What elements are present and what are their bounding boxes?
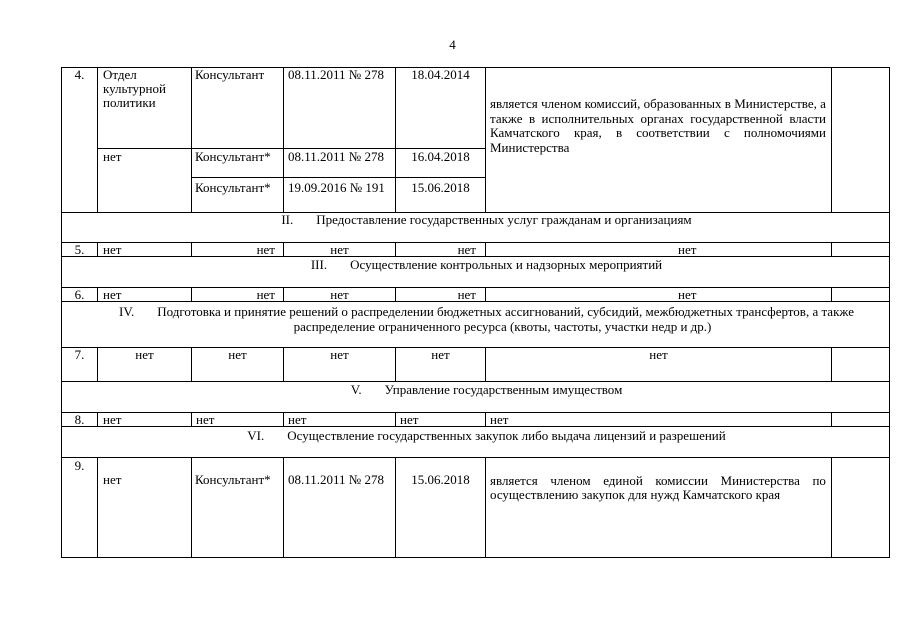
row-number: 6.: [62, 288, 98, 302]
section-header: [62, 302, 890, 348]
duties-cell: нет: [486, 243, 832, 257]
order-cell: нет: [284, 348, 396, 382]
position-cell: нет: [192, 288, 284, 302]
position-cell: нет: [192, 348, 284, 382]
date-cell: нет: [396, 288, 486, 302]
table-row-7: [62, 348, 890, 382]
positions-table: [61, 67, 890, 558]
page-number: 4: [449, 37, 456, 52]
position-cell: нет: [192, 413, 284, 427]
section-row-iv: [62, 302, 890, 348]
duties-line: осуществлению закупок для нужд Камчатского края: [490, 487, 781, 502]
position-cell: нет: [192, 243, 284, 257]
duties-word: с: [723, 125, 730, 141]
empty-cell: [832, 413, 890, 427]
row-number: 7.: [62, 348, 98, 382]
section-header: [62, 213, 890, 243]
duties-word: соответствии: [636, 125, 710, 141]
order-cell: 19.09.2016 № 191: [284, 178, 396, 213]
date-cell: 15.06.2018: [396, 458, 486, 558]
section-title: Подготовка и принятие решений о распределении бюджетных ассигнований, субсидий, межбюджетных трансфертов, а также: [157, 304, 854, 319]
section-numeral: V.: [350, 382, 362, 397]
duties-word: Камчатского: [490, 125, 560, 141]
duties-line: [490, 97, 826, 112]
duties-word: государственной: [690, 110, 783, 126]
unit-cell: нет: [98, 413, 192, 427]
table-row-9: [62, 458, 890, 558]
duties-cell: нет: [486, 413, 832, 427]
section-title: Осуществление государственных закупок либо выдача лицензий и разрешений: [287, 428, 726, 443]
unit-cell: Отдел культурной политики: [98, 68, 192, 149]
unit-cell: нет: [98, 348, 192, 382]
position-cell: Консультант: [192, 68, 284, 149]
table-row-8: [62, 413, 890, 427]
section-row-iii: [62, 257, 890, 288]
duties-line: Министерства: [490, 140, 570, 156]
unit-cell: нет: [98, 288, 192, 302]
duties-word: Министерстве,: [734, 96, 817, 111]
row-number: 5.: [62, 243, 98, 257]
duties-word: в: [724, 96, 731, 111]
duties-cell: [486, 458, 832, 558]
duties-word: Министерства: [720, 473, 800, 488]
duties-word: комиссии: [655, 473, 708, 488]
duties-line: [490, 126, 826, 141]
row-number: 8.: [62, 413, 98, 427]
unit-cell: нет: [98, 149, 192, 213]
unit-cell: нет: [98, 458, 192, 558]
duties-word: членом: [550, 473, 591, 488]
duties-cell: [486, 68, 832, 213]
section-header: [62, 257, 890, 288]
duties-word: по: [812, 473, 826, 488]
duties-line: [490, 474, 826, 488]
date-cell: нет: [396, 243, 486, 257]
duties-word: членом: [541, 96, 582, 111]
duties-word: образованных: [643, 96, 722, 111]
section-numeral: VI.: [247, 428, 265, 443]
date-cell: 16.04.2018: [396, 149, 486, 178]
section-row-vi: [62, 427, 890, 458]
date-cell: 15.06.2018: [396, 178, 486, 213]
order-cell: нет: [284, 243, 396, 257]
order-cell: нет: [284, 288, 396, 302]
table-row-6: [62, 288, 890, 302]
unit-cell: нет: [98, 243, 192, 257]
empty-cell: [832, 68, 890, 213]
duties-word: комиссий,: [584, 96, 641, 111]
duties-word: в: [615, 125, 623, 141]
order-cell: 08.11.2011 № 278: [284, 68, 396, 149]
duties-word: является: [490, 473, 538, 488]
section-title-line: [84, 304, 889, 319]
duties-cell: нет: [486, 288, 832, 302]
position-cell: Консультант*: [192, 178, 284, 213]
order-cell: нет: [284, 413, 396, 427]
duties-word: края,: [573, 125, 602, 141]
duties-word: в: [528, 110, 536, 126]
order-cell: 08.11.2011 № 278: [284, 149, 396, 178]
duties-word: исполнительных: [541, 110, 635, 126]
section-title: Предоставление государственных услуг гражданам и организациям: [316, 212, 692, 227]
duties-word: также: [490, 110, 523, 126]
empty-cell: [832, 288, 890, 302]
empty-cell: [832, 348, 890, 382]
section-row-ii: [62, 213, 890, 243]
duties-cell: нет: [486, 348, 832, 382]
empty-cell: [832, 458, 890, 558]
duties-word: является: [490, 96, 538, 111]
duties-word: органах: [640, 110, 684, 126]
section-numeral: II.: [281, 212, 294, 227]
position-cell: Консультант*: [192, 149, 284, 178]
section-numeral: IV.: [119, 304, 135, 319]
section-header: [62, 427, 890, 458]
section-title: Осуществление контрольных и надзорных мероприятий: [350, 257, 663, 272]
date-cell: 18.04.2014: [396, 68, 486, 149]
section-title: Управление государственным имуществом: [384, 382, 623, 397]
section-row-v: [62, 382, 890, 413]
duties-word: единой: [603, 473, 643, 488]
section-numeral: III.: [310, 257, 328, 272]
row-number: 4.: [62, 68, 98, 213]
date-cell: нет: [396, 348, 486, 382]
section-header: [62, 382, 890, 413]
position-cell: Консультант*: [192, 458, 284, 558]
duties-word: полномочиями: [743, 125, 826, 141]
section-title-line: распределение ограниченного ресурса (квоты, частоты, участки недр и др.): [293, 319, 712, 334]
table-row-4a: [62, 68, 890, 149]
duties-word: власти: [789, 110, 826, 126]
duties-line: [490, 112, 826, 127]
row-number: 9.: [62, 458, 98, 558]
table-row-5: [62, 243, 890, 257]
order-cell: 08.11.2011 № 278: [284, 458, 396, 558]
duties-word: а: [820, 96, 826, 111]
empty-cell: [832, 243, 890, 257]
date-cell: нет: [396, 413, 486, 427]
